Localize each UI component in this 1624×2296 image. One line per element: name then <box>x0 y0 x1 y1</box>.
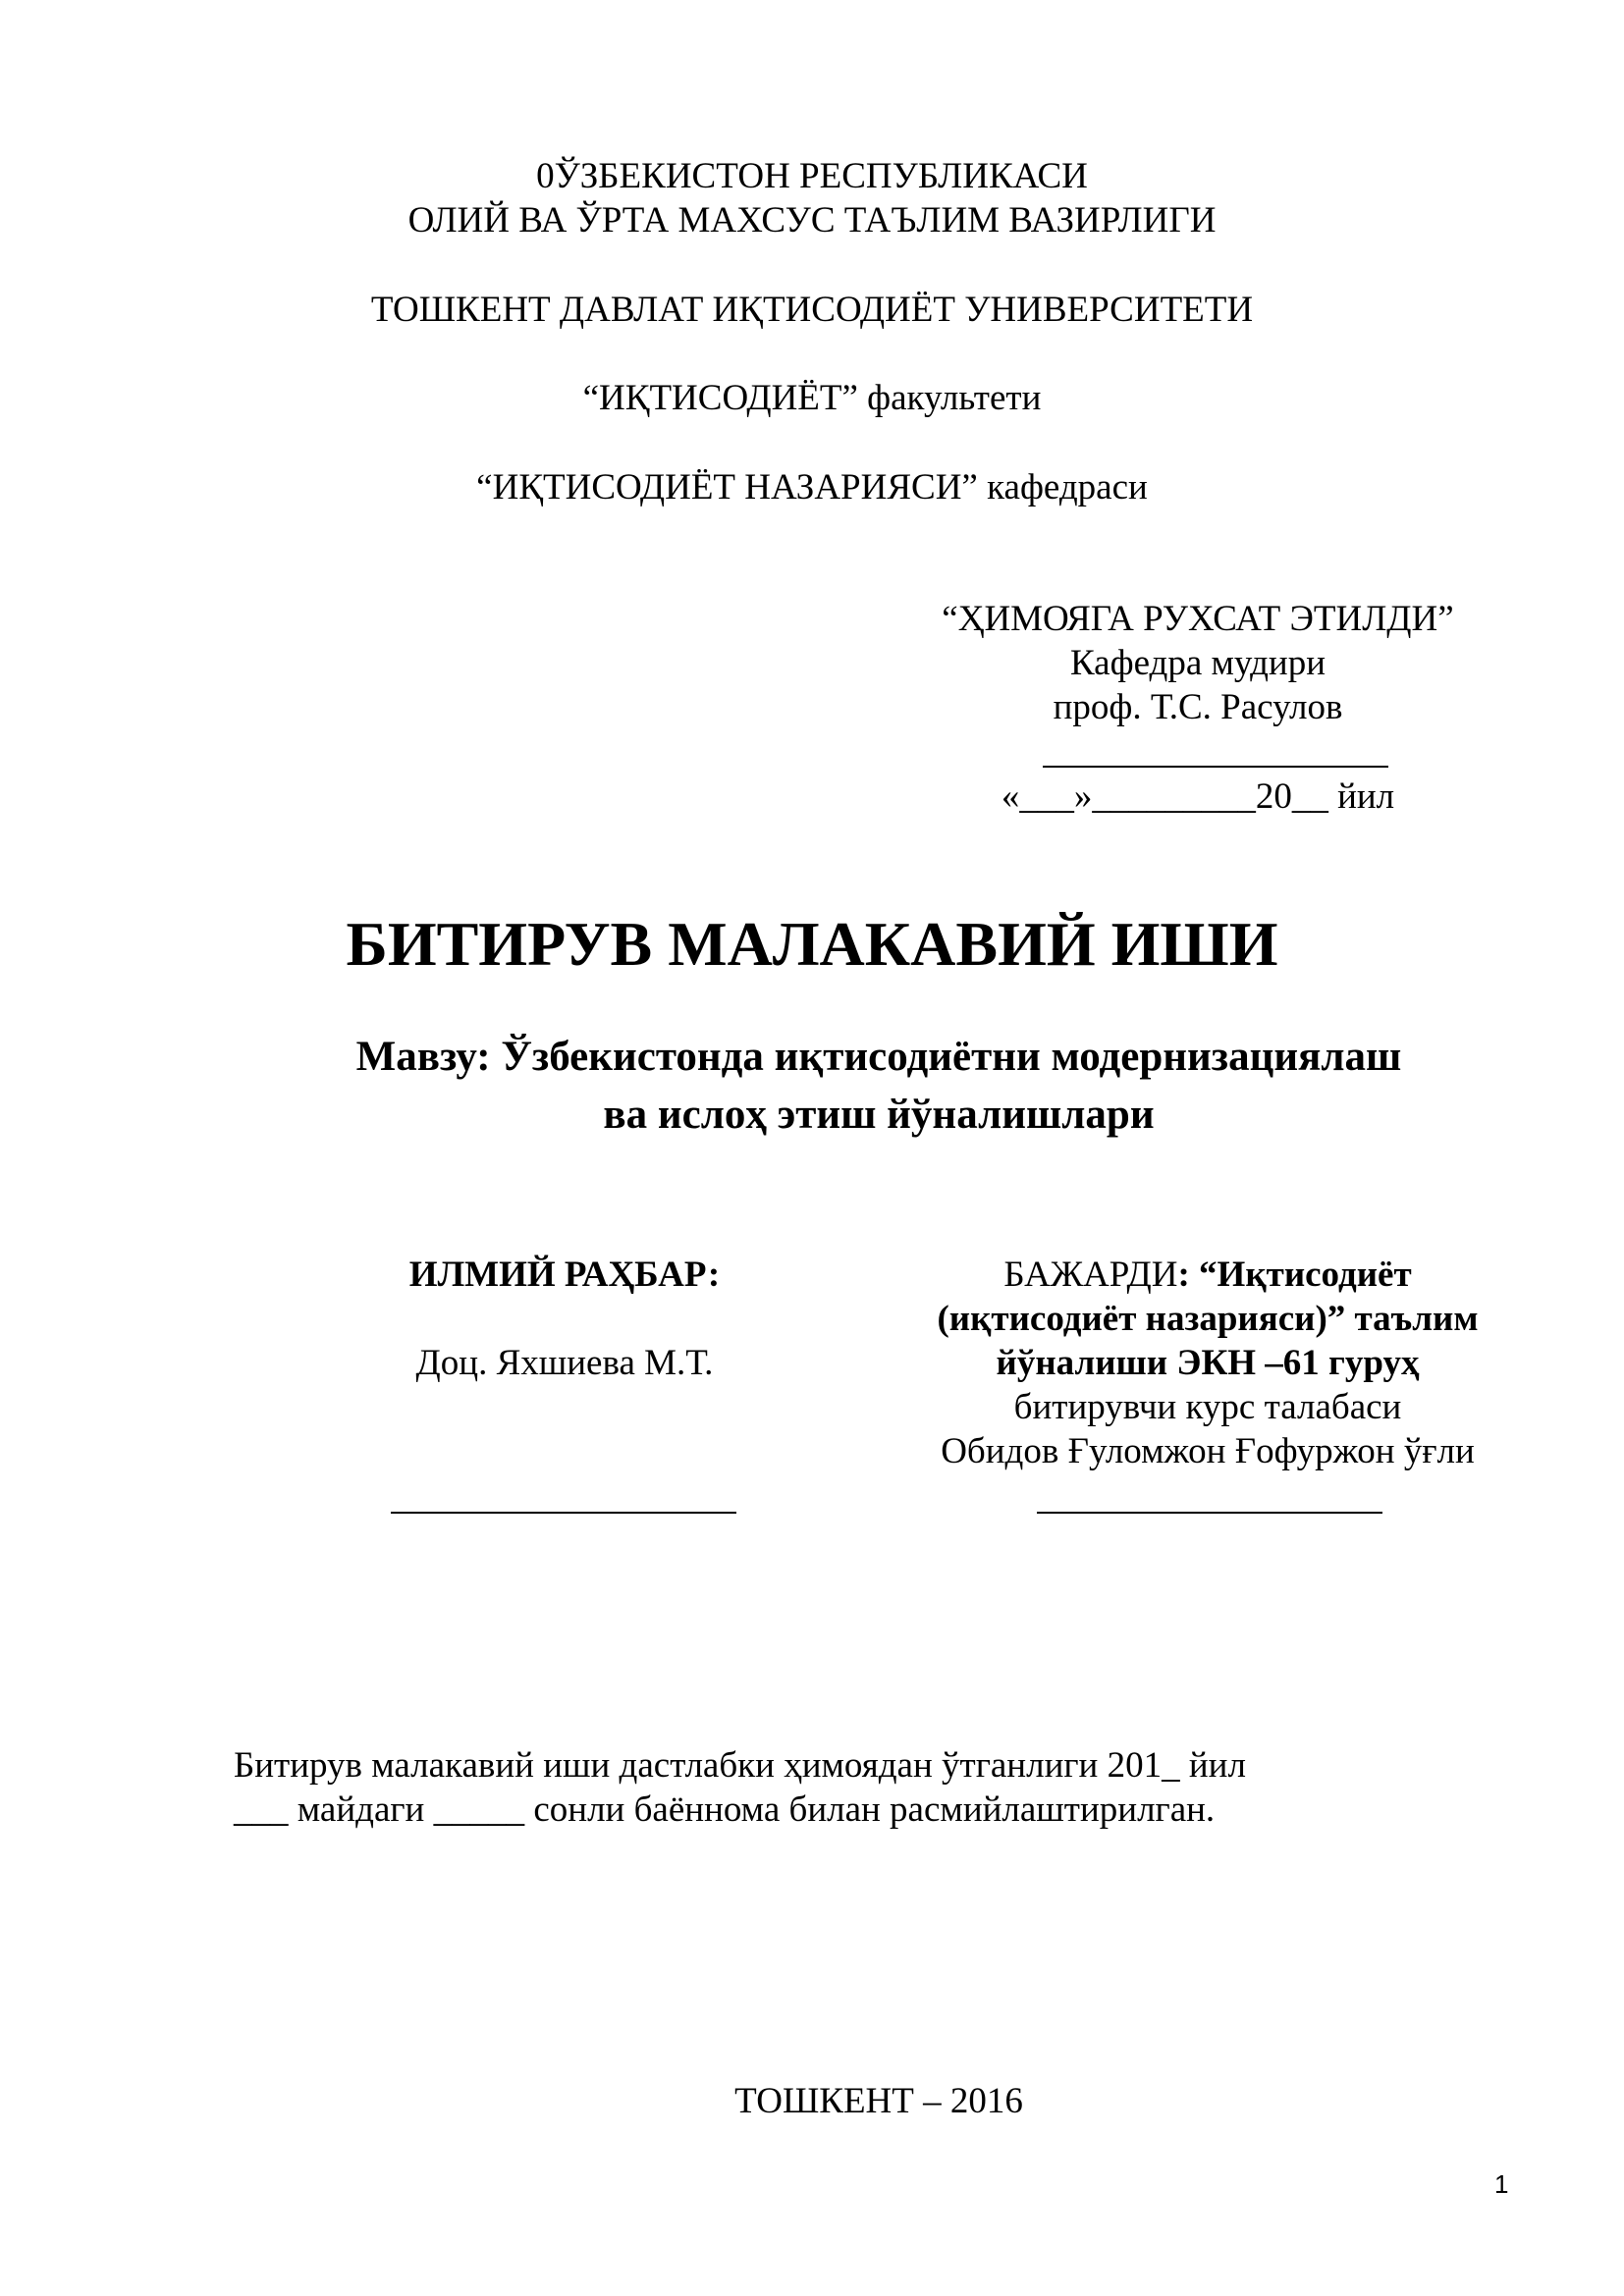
approval-signature-line <box>1043 766 1388 768</box>
defense-note-line-1: Битирув малакавий иши дастлабки ҳимоядан ўтганлиги 201_ йил <box>234 1745 1246 1786</box>
supervisor-name: Доц. Яхшиева М.Т. <box>415 1343 714 1383</box>
topic-line-2: ва ислоҳ этиш йўналишлари <box>603 1092 1155 1138</box>
author-label: БАЖАРДИ <box>1003 1255 1178 1295</box>
author-label-line <box>903 1254 1512 1297</box>
topic-line-1: Мавзу: Ўзбекистонда иқтисодиётни модернизациялаш <box>355 1034 1402 1080</box>
author-status-line: битирувчи курс талабаси <box>1013 1387 1402 1427</box>
author-group-line: йўналиши ЭКН –61 гуруҳ <box>996 1343 1420 1383</box>
approval-status: “ҲИМОЯГА РУХСАТ ЭТИЛДИ” <box>942 599 1454 639</box>
author-program-line: (иқтисодиёт назарияси)” таълим <box>937 1299 1479 1339</box>
document-title: БИТИРУВ МАЛАКАВИЙ ИШИ <box>346 909 1278 979</box>
approval-role: Кафедра мудири <box>1069 643 1326 683</box>
approval-name: проф. Т.С. Расулов <box>1053 687 1343 727</box>
author-signature-line <box>1037 1512 1382 1514</box>
author-program-start: : “Иқтисодиёт <box>1177 1255 1412 1295</box>
page-number: 1 <box>1494 2169 1509 2199</box>
approval-date-line: «___»_________20__ йил <box>1001 776 1395 817</box>
ministry-country-line: 0ЎЗБЕКИСТОН РЕСПУБЛИКАСИ <box>536 156 1088 196</box>
supervisor-label: ИЛМИЙ РАҲБАР: <box>408 1255 721 1295</box>
author-name: Обидов Ғуломжон Ғофуржон ўғли <box>941 1431 1475 1471</box>
ministry-name-line: ОЛИЙ ВА ЎРТА МАХСУС ТАЪЛИМ ВАЗИРЛИГИ <box>407 200 1217 240</box>
city-year: ТОШКЕНТ – 2016 <box>734 2081 1023 2121</box>
university-name: ТОШКЕНТ ДАВЛАТ ИҚТИСОДИЁТ УНИВЕРСИТЕТИ <box>370 290 1254 330</box>
defense-note-line-2: ___ майдаги _____ сонли баённома билан расмийлаштирилган. <box>234 1789 1216 1830</box>
faculty-name: “ИҚТИСОДИЁТ” факультети <box>582 378 1042 418</box>
department-name: “ИҚТИСОДИЁТ НАЗАРИЯСИ” кафедраси <box>476 467 1148 507</box>
supervisor-signature-line <box>391 1512 736 1514</box>
